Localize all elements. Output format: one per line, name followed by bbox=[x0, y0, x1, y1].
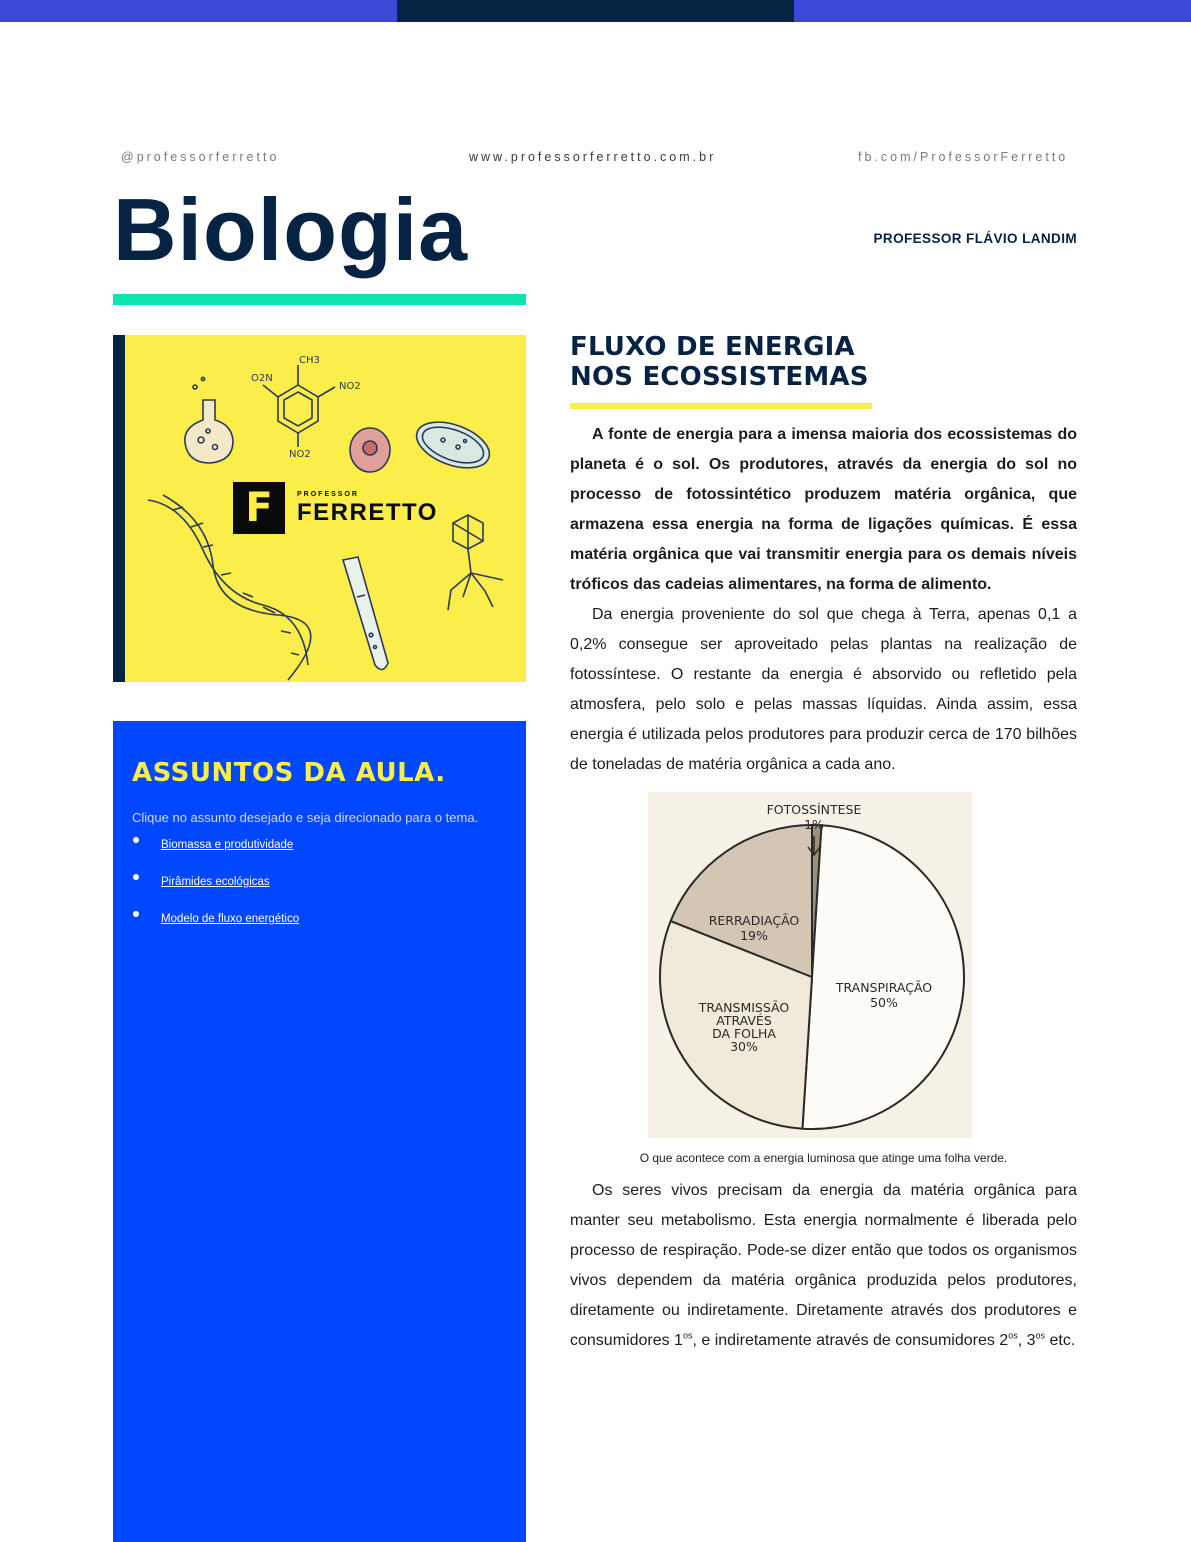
topic-item bbox=[133, 909, 299, 946]
p3-sup-2: os bbox=[1008, 1330, 1018, 1341]
topics-panel bbox=[113, 721, 526, 1542]
label-transmissao-line-2: DA FOLHA bbox=[712, 1026, 776, 1041]
paragraph-intro-text: A fonte de energia para a imensa maioria dos ecossistemas do planeta é o sol. Os produtores, através da energia do sol no processo de fotossintético produzem matéria orgânica, que armazena essa energia na forma de ligações químicas. É essa matéria orgânica que vai transmitir energia para os demais níveis tróficos das cadeias alimentares, na forma de alimento. bbox=[570, 426, 1077, 593]
p3-text-1: Os seres vivos precisam da energia da matéria orgânica para manter seu metabolismo. Esta energia normalmente é liberada pelo processo de respiração. Pode-se dizer então que todos os organismos vivos dependem da matéria orgânica produzida pelos produtores, diretamente ou indiretamente. Diretamente através dos produtores e consumidores 1 bbox=[570, 1182, 1077, 1349]
topic-link-biomassa[interactable]: Biomassa e produtividade bbox=[161, 839, 294, 851]
molecule-o2n: O2N bbox=[251, 373, 273, 384]
title-underline bbox=[113, 294, 526, 305]
section-title-line1: FLUXO DE ENERGIA bbox=[570, 332, 855, 362]
topic-item bbox=[133, 872, 299, 909]
section-title bbox=[570, 332, 869, 392]
p3-sup-1: os bbox=[682, 1330, 693, 1341]
bullet-icon bbox=[133, 911, 139, 917]
topic-item bbox=[133, 835, 299, 872]
page-title: Biologia bbox=[113, 180, 469, 279]
bullet-icon bbox=[133, 837, 139, 843]
social-handle: @professorferretto bbox=[121, 150, 280, 164]
brand-text bbox=[297, 491, 438, 525]
flask-icon bbox=[185, 377, 233, 463]
p3-text-2: , e indiretamente através de consumidores 2 bbox=[692, 1332, 1009, 1349]
topics-subtitle: Clique no assunto desejado e seja direcionado para o tema. bbox=[132, 810, 479, 825]
section-underline bbox=[570, 403, 872, 409]
website-link[interactable]: www.professorferretto.com.br bbox=[469, 150, 717, 164]
cell-icon bbox=[350, 428, 390, 472]
label-transmissao-line-1: ATRAVÉS bbox=[716, 1013, 772, 1028]
label-rerradiacao-line-0: RERRADIAÇÃO bbox=[708, 913, 800, 928]
brand-logo bbox=[233, 482, 438, 534]
bullet-icon bbox=[133, 874, 139, 880]
topics-title: ASSUNTOS DA AULA. bbox=[132, 758, 446, 788]
paragraph-energy bbox=[570, 600, 1077, 780]
label-transpiracao-line-0: TRANSPIRAÇÃO bbox=[835, 980, 933, 995]
facebook-link[interactable]: fb.com/ProfessorFerretto bbox=[858, 150, 1069, 164]
petri-dish-icon bbox=[410, 413, 495, 477]
molecule-icon bbox=[263, 365, 335, 447]
top-bar-segment-right bbox=[794, 0, 1191, 22]
top-bar-segment-left bbox=[0, 0, 397, 22]
label-fotossintese-line-0: FOTOSSÍNTESE bbox=[766, 802, 862, 817]
topic-link-modelo[interactable]: Modelo de fluxo energético bbox=[161, 913, 300, 925]
virus-icon bbox=[448, 515, 503, 610]
label-transmissao-line-0: TRANSMISSÃO bbox=[698, 1000, 790, 1015]
energy-pie-chart bbox=[648, 792, 972, 1138]
paragraph-intro bbox=[570, 420, 1077, 600]
hero-illustration bbox=[113, 335, 526, 682]
brand-small-text: PROFESSOR bbox=[297, 491, 359, 498]
top-color-bar bbox=[0, 0, 1191, 22]
paragraph-metabolism bbox=[570, 1176, 1077, 1356]
topics-list bbox=[133, 835, 299, 946]
label-rerradiacao-line-1: 19% bbox=[740, 928, 768, 943]
molecule-ch3: CH3 bbox=[299, 355, 320, 366]
brand-big-text: FERRETTO bbox=[297, 499, 438, 526]
section-title-line2: NOS ECOSSISTEMAS bbox=[570, 362, 869, 392]
brand-mark-icon: F bbox=[233, 482, 285, 534]
p3-sup-3: os bbox=[1035, 1330, 1046, 1341]
top-bar-segment-center bbox=[397, 0, 794, 22]
figure-caption: O que acontece com a energia luminosa que atinge uma folha verde. bbox=[639, 1151, 1008, 1165]
topic-link-piramides[interactable]: Pirâmides ecológicas bbox=[161, 876, 270, 888]
p3-text-4: etc. bbox=[1045, 1332, 1076, 1349]
label-transpiracao-line-1: 50% bbox=[870, 995, 898, 1010]
p3-text-3: , 3 bbox=[1017, 1332, 1036, 1349]
slice-transpiracao bbox=[802, 825, 964, 1129]
test-tube-icon bbox=[343, 557, 388, 670]
professor-name: PROFESSOR FLÁVIO LANDIM bbox=[873, 231, 1077, 246]
label-transmissao-line-3: 30% bbox=[730, 1039, 758, 1054]
paragraph-energy-text: Da energia proveniente do sol que chega à Terra, apenas 0,1 a 0,2% consegue ser aproveitado pelas plantas na realização de fotossíntese. O restante da energia é absorvido ou refletido pela atmosfera, pelo solo e pelas massas líquidas. Ainda assim, essa energia é utilizada pelos produtores para produzir cerca de 170 bilhões de toneladas de matéria orgânica a cada ano. bbox=[570, 606, 1077, 773]
molecule-no2-right: NO2 bbox=[339, 381, 361, 392]
molecule-no2-bottom: NO2 bbox=[289, 449, 311, 460]
label-fotossintese-line-1: 1% bbox=[804, 817, 824, 832]
pie-svg bbox=[648, 792, 972, 1138]
